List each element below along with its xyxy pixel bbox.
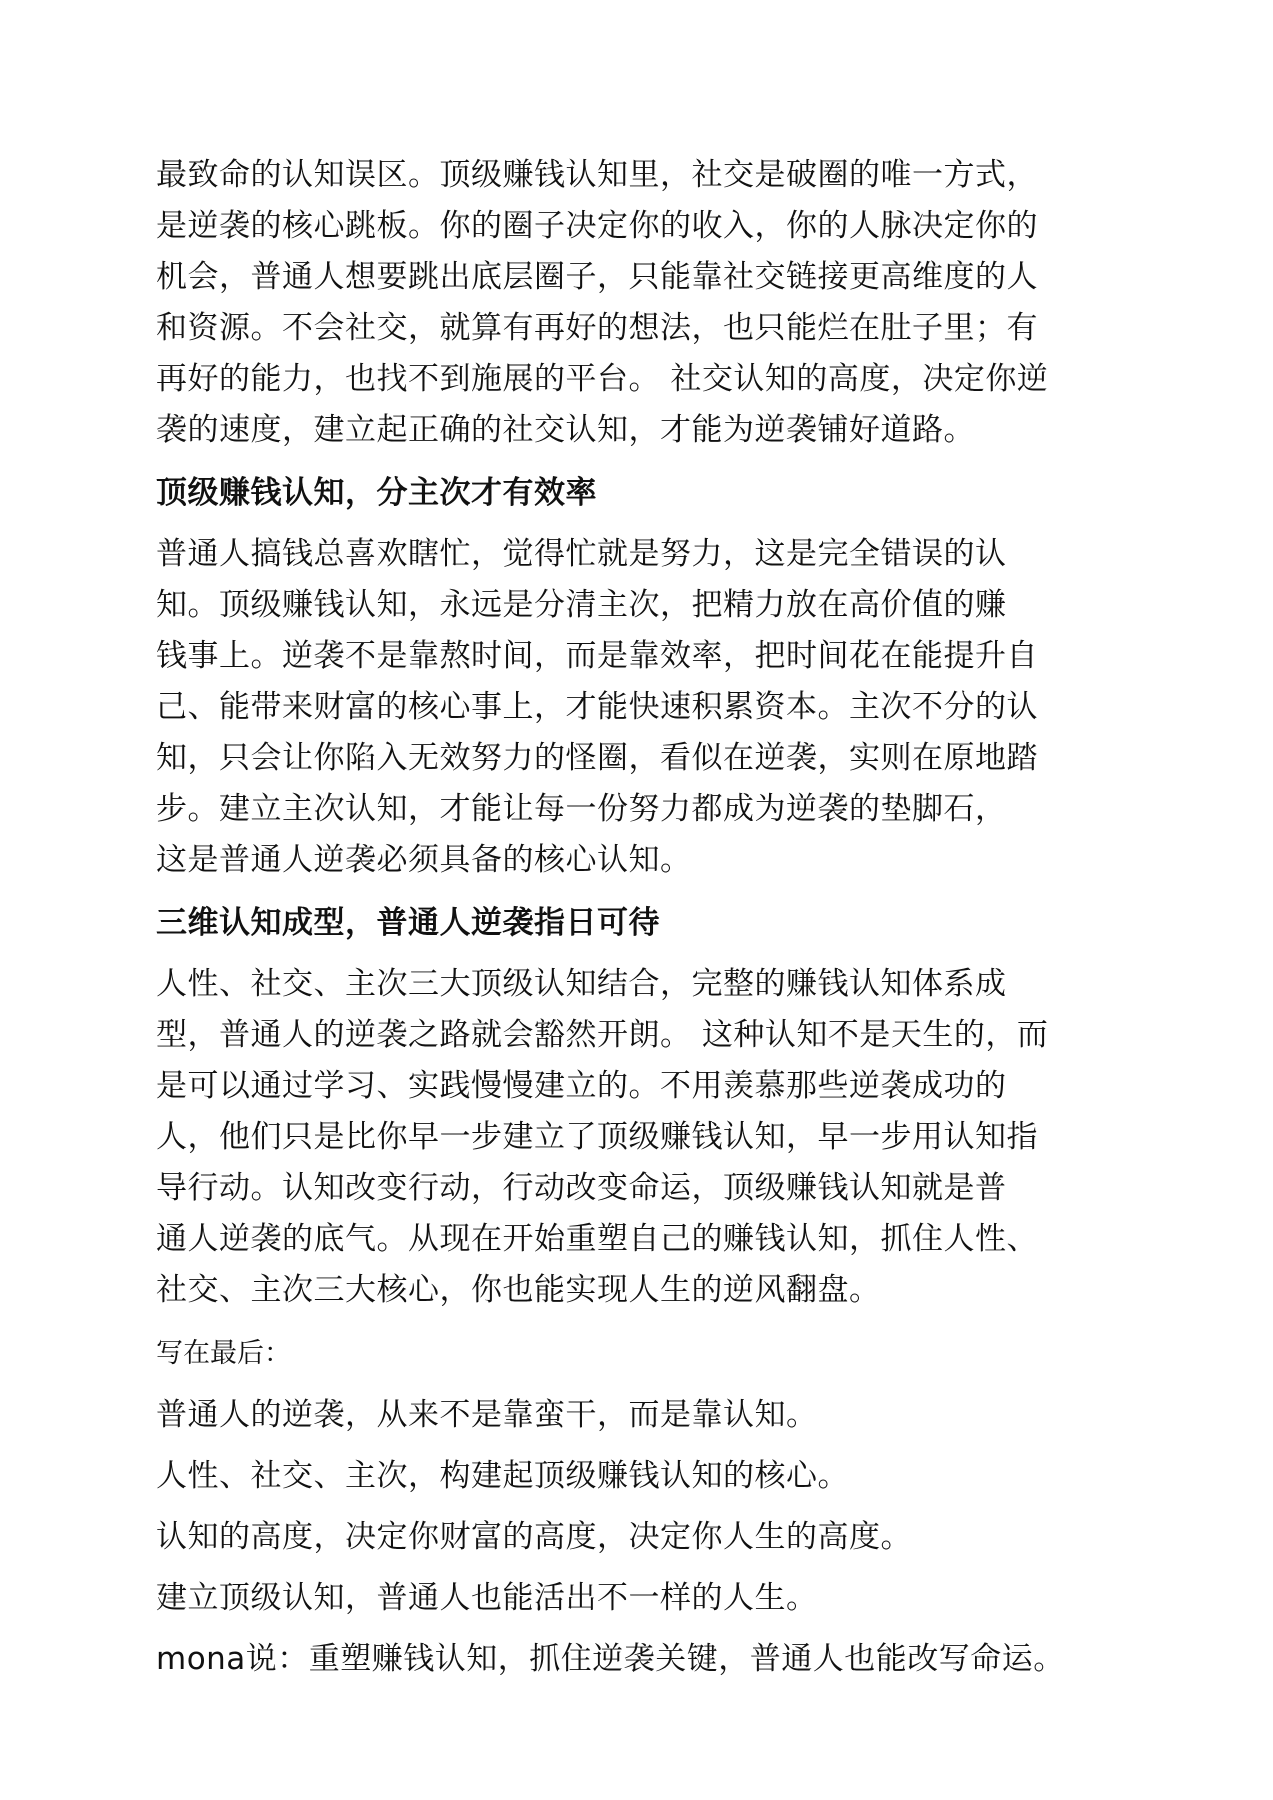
text-line: 这是普通人逆袭必须具备的核心认知。	[156, 842, 692, 878]
text-line: 普通人搞钱总喜欢瞎忙，觉得忙就是努力，这是完全错误的认	[156, 536, 1007, 572]
paragraph-three-dimensions	[156, 959, 1136, 1316]
text-line: 知。顶级赚钱认知，永远是分清主次，把精力放在高价值的赚	[156, 587, 1007, 623]
closing-line: 建立顶级认知，普通人也能活出不一样的人生。	[156, 1580, 818, 1616]
closing-line: 人性、社交、主次，构建起顶级赚钱认知的核心。	[156, 1458, 849, 1494]
text-line: 导行动。认知改变行动，行动改变命运，顶级赚钱认知就是普	[156, 1170, 1007, 1206]
text-line: 和资源。不会社交，就算有再好的想法，也只能烂在肚子里；有	[156, 310, 1038, 346]
text-line: 通人逆袭的底气。从现在开始重塑自己的赚钱认知，抓住人性、	[156, 1221, 1038, 1257]
text-line: 人性、社交、主次三大顶级认知结合，完整的赚钱认知体系成	[156, 966, 1007, 1002]
text-line: 机会，普通人想要跳出底层圈子，只能靠社交链接更高维度的人	[156, 259, 1038, 295]
closing-label: 写在最后：	[156, 1338, 291, 1369]
signature-line: mona说：重塑赚钱认知，抓住逆袭关键，普通人也能改写命运。	[156, 1641, 1065, 1677]
text-line: 步。建立主次认知，才能让每一份努力都成为逆袭的垫脚石，	[156, 791, 1007, 827]
text-line: 最致命的认知误区。顶级赚钱认知里，社交是破圈的唯一方式，	[156, 157, 1038, 193]
section-heading-three-dimensions: 三维认知成型，普通人逆袭指日可待	[156, 905, 660, 941]
closing-line: 认知的高度，决定你财富的高度，决定你人生的高度。	[156, 1519, 912, 1555]
paragraph-priority	[156, 529, 1136, 886]
document-page	[156, 150, 1136, 1695]
text-line: 再好的能力，也找不到施展的平台。 社交认知的高度，决定你逆	[156, 361, 1049, 397]
section-heading-priority: 顶级赚钱认知，分主次才有效率	[156, 475, 597, 511]
text-line: 是可以通过学习、实践慢慢建立的。不用羡慕那些逆袭成功的	[156, 1068, 1007, 1104]
closing-line: 普通人的逆袭，从来不是靠蛮干，而是靠认知。	[156, 1397, 818, 1433]
text-line: 知，只会让你陷入无效努力的怪圈，看似在逆袭，实则在原地踏	[156, 740, 1038, 776]
paragraph-social-cognition	[156, 150, 1136, 456]
text-line: 袭的速度，建立起正确的社交认知，才能为逆袭铺好道路。	[156, 412, 975, 448]
text-line: 型，普通人的逆袭之路就会豁然开朗。 这种认知不是天生的，而	[156, 1017, 1049, 1053]
text-line: 人，他们只是比你早一步建立了顶级赚钱认知，早一步用认知指	[156, 1119, 1038, 1155]
text-line: 己、能带来财富的核心事上，才能快速积累资本。主次不分的认	[156, 689, 1038, 725]
text-line: 是逆袭的核心跳板。你的圈子决定你的收入，你的人脉决定你的	[156, 208, 1038, 244]
text-line: 钱事上。逆袭不是靠熬时间，而是靠效率，把时间花在能提升自	[156, 638, 1038, 674]
text-line: 社交、主次三大核心，你也能实现人生的逆风翻盘。	[156, 1272, 881, 1308]
